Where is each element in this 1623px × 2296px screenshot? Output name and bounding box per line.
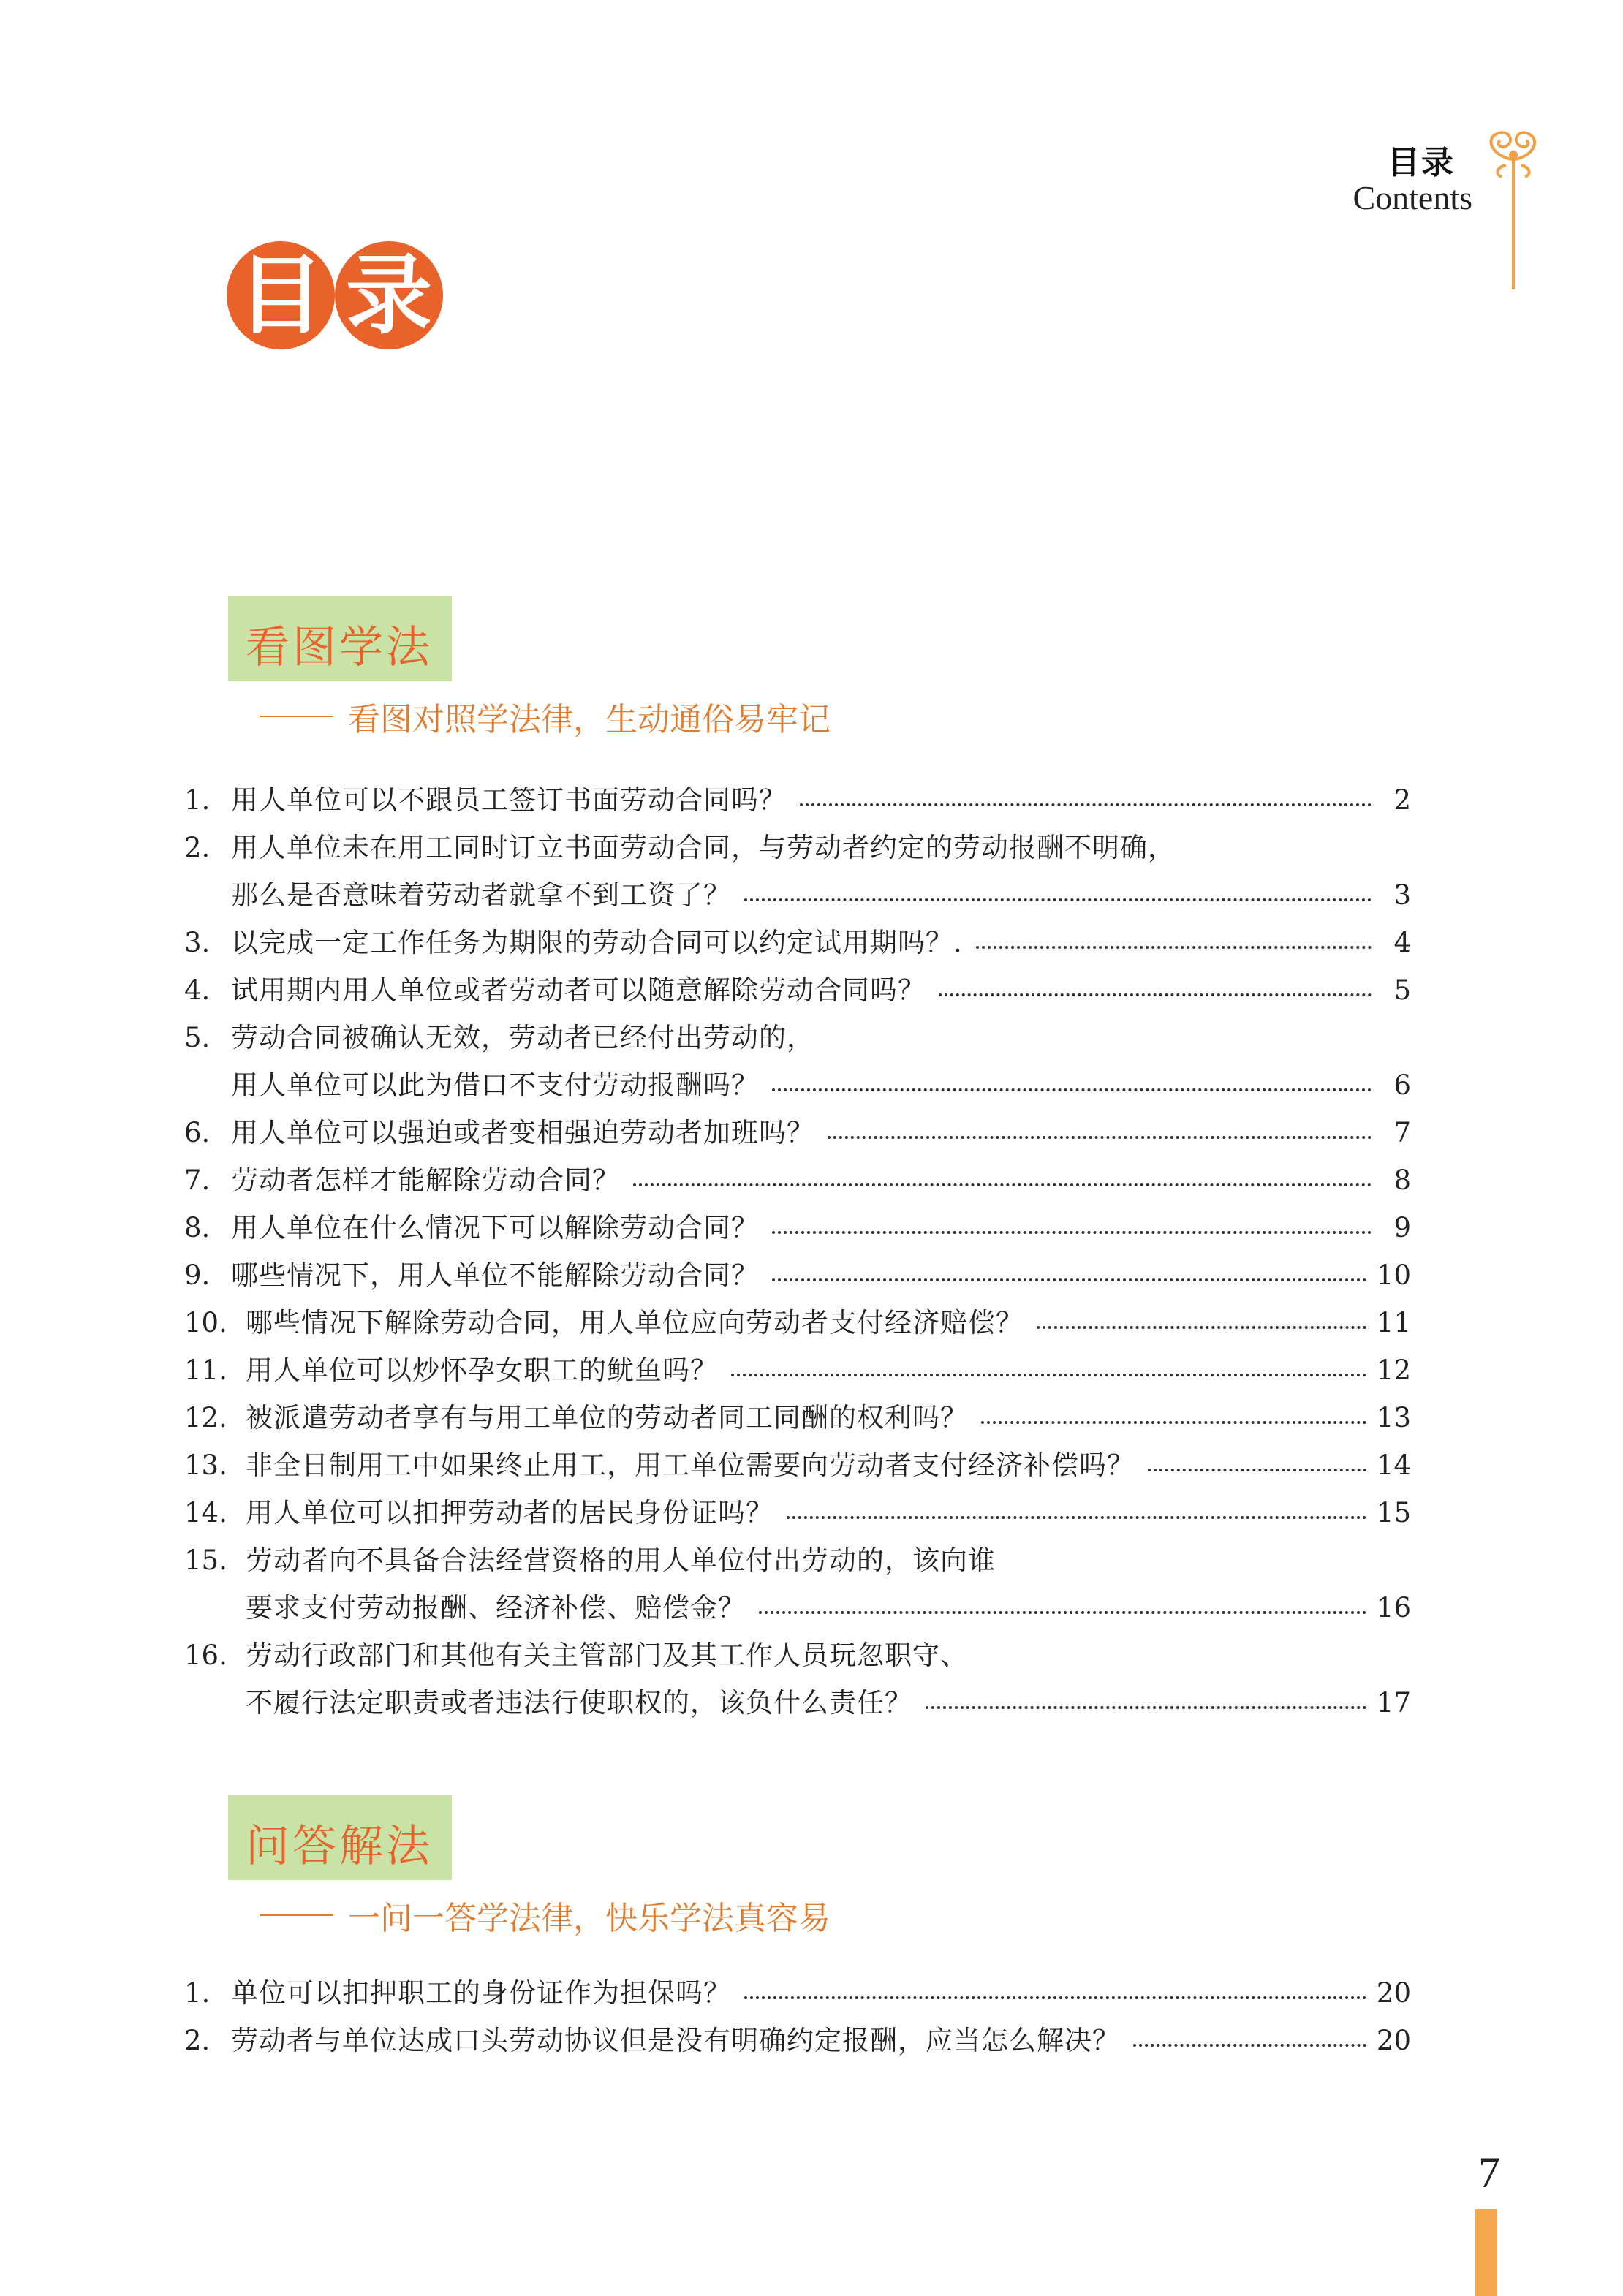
entry-title: 哪些情况下解除劳动合同，用人单位应向劳动者支付经济赔偿？	[246, 1307, 1024, 1338]
toc-entry-14[interactable]	[184, 1489, 1411, 1537]
section-1-subtitle: 看图对照学法律，生动通俗易牢记	[348, 701, 831, 738]
entry-number: 15.	[184, 1545, 227, 1576]
entry-number: 12.	[184, 1402, 227, 1433]
toc-entry-8[interactable]	[184, 1204, 1411, 1251]
main-title-char-2: 录	[335, 241, 443, 349]
toc-entry-10[interactable]	[184, 1299, 1411, 1346]
main-title	[227, 241, 446, 351]
entry-page: 15	[1376, 1497, 1411, 1528]
leader-dots	[1037, 1326, 1366, 1329]
entry-page: 2	[1393, 784, 1411, 816]
leader-dots	[800, 803, 1372, 806]
toc-entry-5-line-1[interactable]	[184, 1014, 1411, 1061]
entry-page: 7	[1393, 1117, 1411, 1148]
entry-title: 以完成一定工作任务为期限的劳动合同可以约定试用期吗？.	[231, 927, 963, 958]
entry-number: 9.	[184, 1259, 211, 1291]
entry-title: 不履行法定职责或者违法行使职权的，该负什么责任？	[246, 1687, 912, 1719]
leader-dots	[1148, 1469, 1366, 1471]
entry-number: 5.	[184, 1022, 211, 1053]
entry-title: 试用期内用人单位或者劳动者可以随意解除劳动合同吗？	[231, 974, 926, 1006]
entry-title: 那么是否意味着劳动者就拿不到工资了？	[231, 879, 731, 911]
main-title-char-1: 目	[227, 241, 335, 349]
header-title-en: Contents	[1352, 179, 1472, 216]
entry-page: 20	[1376, 2025, 1411, 2056]
leader-dots	[1133, 2044, 1366, 2047]
section-1-subtitle-row	[260, 693, 831, 740]
entry-page: 3	[1393, 879, 1411, 911]
entry-page: 11	[1376, 1307, 1411, 1338]
leader-dots	[772, 1088, 1372, 1091]
toc-entry-9[interactable]	[184, 1251, 1411, 1299]
entry-title: 劳动者与单位达成口头劳动协议但是没有明确约定报酬，应当怎么解决？	[231, 2025, 1120, 2056]
toc-entry-4[interactable]	[184, 966, 1411, 1014]
section-2-header	[228, 1795, 452, 1880]
entry-page: 8	[1393, 1164, 1411, 1196]
toc-entry-qa-1[interactable]	[184, 1969, 1411, 2017]
leader-dots	[633, 1183, 1372, 1186]
entry-title: 劳动者怎样才能解除劳动合同？	[231, 1164, 620, 1196]
subtitle-dash	[260, 1914, 333, 1916]
entry-number: 1.	[184, 1977, 211, 2009]
toc-entry-7[interactable]	[184, 1156, 1411, 1204]
toc-entry-16-line-2[interactable]	[184, 1679, 1411, 1727]
entry-number: 2.	[184, 2025, 211, 2056]
leader-dots	[926, 1706, 1366, 1709]
page-number: 7	[1478, 2148, 1500, 2197]
entry-page: 5	[1393, 974, 1411, 1006]
entry-page: 13	[1376, 1402, 1411, 1433]
toc-entry-15-line-2[interactable]	[184, 1584, 1411, 1632]
entry-page: 14	[1376, 1450, 1411, 1481]
toc-entry-qa-2[interactable]	[184, 2017, 1411, 2064]
entry-number: 6.	[184, 1117, 211, 1148]
entry-number: 8.	[184, 1212, 211, 1243]
entry-number: 13.	[184, 1450, 227, 1481]
entry-title: 用人单位可以炒怀孕女职工的鱿鱼吗？	[246, 1355, 718, 1386]
ornament-icon	[1477, 123, 1543, 298]
toc-entry-2-line-1[interactable]	[184, 824, 1411, 871]
entry-page: 16	[1376, 1592, 1411, 1624]
entry-number: 14.	[184, 1497, 227, 1528]
toc-entry-15-line-1[interactable]	[184, 1537, 1411, 1584]
entry-title: 用人单位在什么情况下可以解除劳动合同？	[231, 1212, 759, 1243]
entry-page: 9	[1393, 1212, 1411, 1243]
toc-entry-5-line-2[interactable]	[184, 1061, 1411, 1109]
entry-number: 4.	[184, 974, 211, 1006]
entry-number: 1.	[184, 784, 211, 816]
section-1-toc	[184, 776, 1411, 1727]
leader-dots	[744, 1996, 1366, 1999]
leader-dots	[787, 1516, 1366, 1519]
entry-title: 用人单位可以此为借口不支付劳动报酬吗？	[231, 1069, 759, 1101]
entry-title: 被派遣劳动者享有与用工单位的劳动者同工同酬的权利吗？	[246, 1402, 968, 1433]
toc-entry-13[interactable]	[184, 1441, 1411, 1489]
section-1-label: 看图学法	[246, 622, 433, 673]
leader-dots	[772, 1231, 1372, 1234]
entry-title: 用人单位可以强迫或者变相强迫劳动者加班吗？	[231, 1117, 814, 1148]
entry-page: 20	[1376, 1977, 1411, 2009]
entry-number: 2.	[184, 832, 211, 863]
toc-entry-1[interactable]	[184, 776, 1411, 824]
toc-entry-3[interactable]	[184, 919, 1411, 966]
section-2-label: 问答解法	[246, 1821, 433, 1872]
entry-number: 11.	[184, 1355, 227, 1386]
toc-entry-12[interactable]	[184, 1394, 1411, 1441]
leader-dots	[759, 1611, 1366, 1614]
section-1-header	[228, 596, 452, 681]
entry-title: 哪些情况下，用人单位不能解除劳动合同？	[231, 1259, 759, 1291]
leader-dots	[976, 946, 1372, 949]
entry-page: 10	[1376, 1259, 1411, 1291]
section-2-toc	[184, 1969, 1411, 2064]
entry-number: 10.	[184, 1307, 227, 1338]
section-2-subtitle: 一问一答学法律，快乐学法真容易	[348, 1900, 831, 1937]
entry-page: 4	[1393, 927, 1411, 958]
entry-number: 16.	[184, 1640, 227, 1671]
leader-dots	[772, 1278, 1366, 1281]
leader-dots	[981, 1421, 1366, 1424]
entry-title: 非全日制用工中如果终止用工，用工单位需要向劳动者支付经济补偿吗？	[246, 1450, 1135, 1481]
entry-title: 单位可以扣押职工的身份证作为担保吗？	[231, 1977, 731, 2009]
entry-title: 用人单位可以扣押劳动者的居民身份证吗？	[246, 1497, 773, 1528]
section-2-subtitle-row	[260, 1892, 831, 1939]
entry-title: 劳动合同被确认无效，劳动者已经付出劳动的，	[231, 1022, 814, 1053]
leader-dots	[731, 1374, 1366, 1376]
entry-number: 3.	[184, 927, 211, 958]
entry-number: 7.	[184, 1164, 211, 1196]
entry-page: 12	[1376, 1355, 1411, 1386]
toc-entry-11[interactable]	[184, 1346, 1411, 1394]
entry-title: 劳动者向不具备合法经营资格的用人单位付出劳动的，该向谁	[246, 1545, 996, 1576]
leader-dots	[828, 1136, 1372, 1139]
entry-title: 用人单位可以不跟员工签订书面劳动合同吗？	[231, 784, 787, 816]
entry-title: 要求支付劳动报酬、经济补偿、赔偿金？	[246, 1592, 746, 1624]
subtitle-dash	[260, 716, 333, 717]
toc-entry-6[interactable]	[184, 1109, 1411, 1156]
edge-tab	[1475, 2209, 1497, 2296]
toc-entry-16-line-1[interactable]	[184, 1632, 1411, 1679]
entry-title: 劳动行政部门和其他有关主管部门及其工作人员玩忽职守、	[246, 1640, 968, 1671]
entry-page: 17	[1376, 1687, 1411, 1719]
toc-entry-2-line-2[interactable]	[184, 871, 1411, 919]
header-title-cn: 目录	[1388, 144, 1455, 181]
entry-page: 6	[1393, 1069, 1411, 1101]
leader-dots	[939, 993, 1372, 996]
leader-dots	[744, 898, 1372, 901]
entry-title: 用人单位未在用工同时订立书面劳动合同，与劳动者约定的劳动报酬不明确，	[231, 832, 1176, 863]
